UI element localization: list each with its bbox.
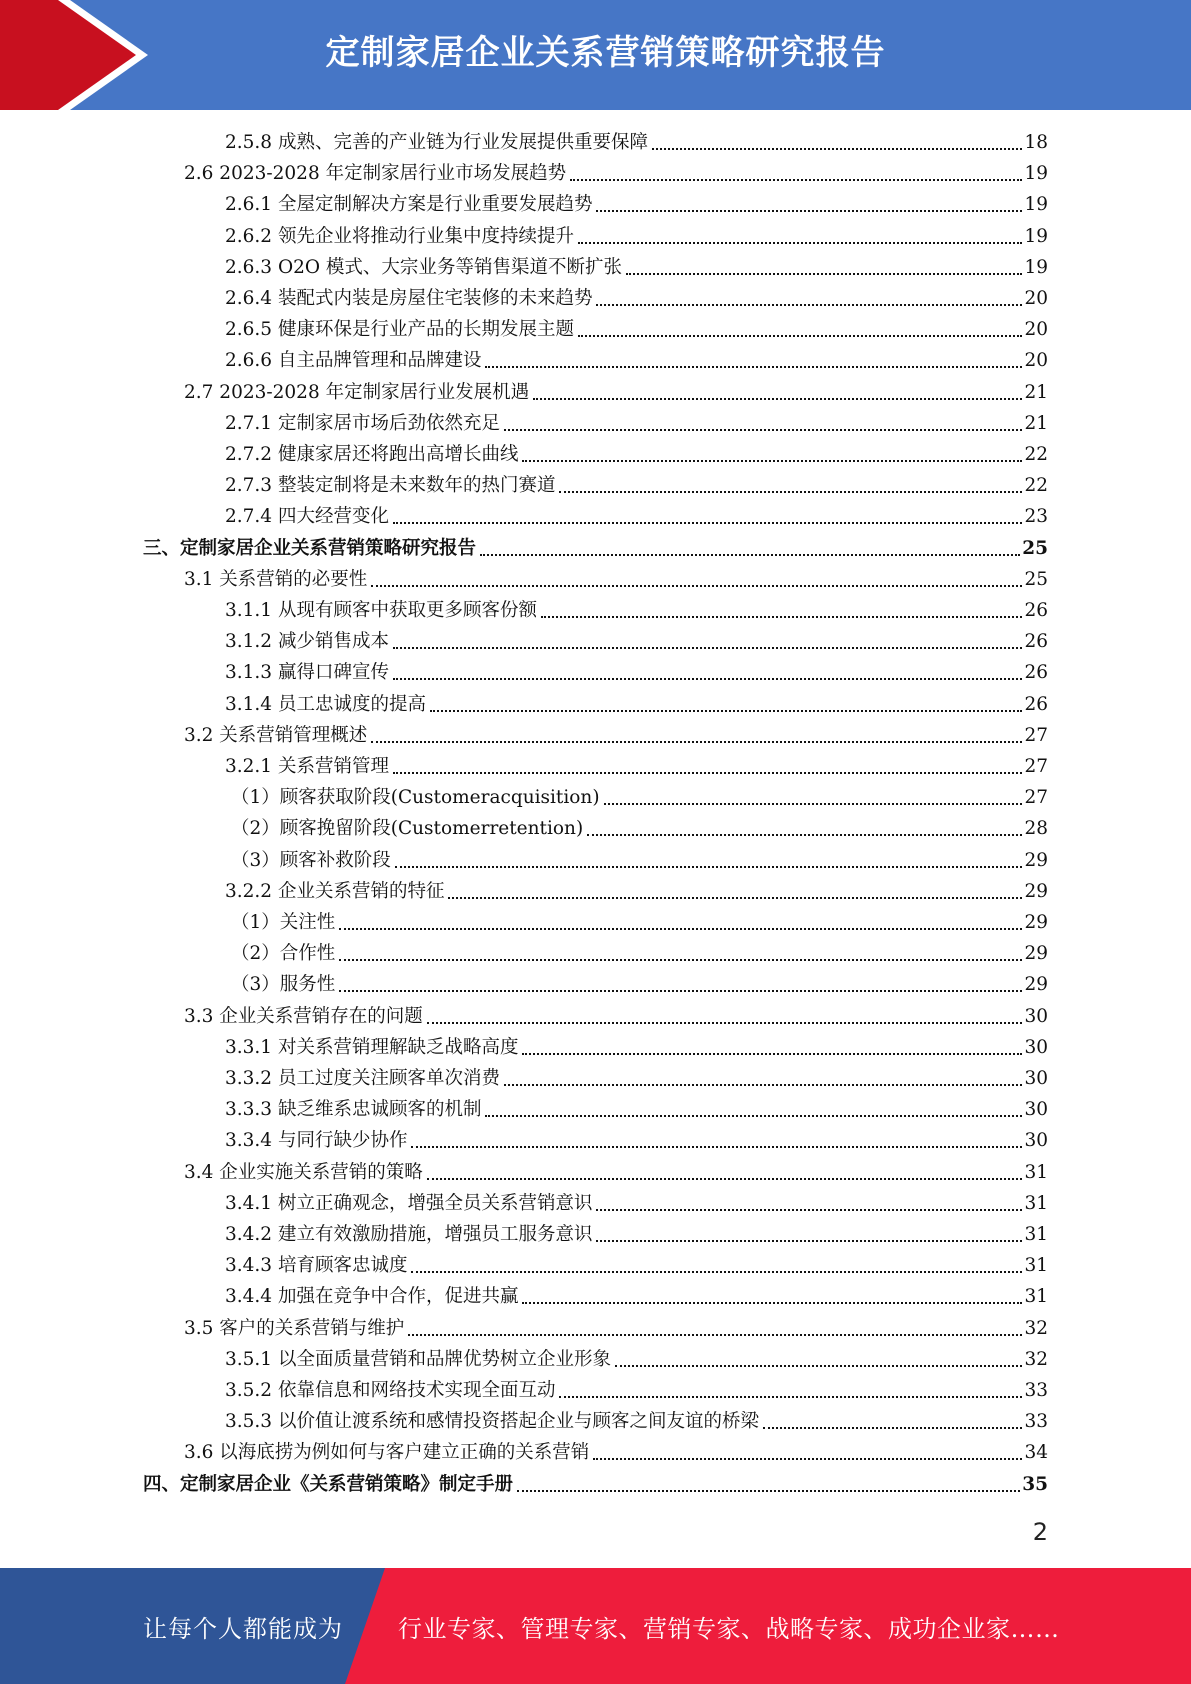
toc-entry-title: 2.7.2 健康家居还将跑出高增长曲线	[225, 444, 519, 465]
toc-dot-leader	[448, 896, 1022, 899]
toc-entry-title: 3.3.1 对关系营销理解缺乏战略高度	[225, 1036, 519, 1058]
toc-entry-title: 2.6.2 领先企业将推动行业集中度持续提升	[225, 225, 574, 247]
toc-entry-title: 三、定制家居企业关系营销策略研究报告	[143, 537, 477, 559]
toc-dot-leader	[522, 1052, 1022, 1055]
toc-entry-title: （1）顾客获取阶段(Customeracquisition)	[231, 787, 600, 809]
toc-entry-page: 33	[1024, 1411, 1048, 1433]
toc-entry-title: （3）顾客补救阶段	[231, 849, 391, 871]
toc-entry-title: 2.7 2023-2028 年定制家居行业发展机遇	[184, 381, 530, 403]
toc-entry-title: 3.5.3 以价值让渡系统和感情投资搭起企业与顾客之间友谊的桥梁	[225, 1411, 759, 1433]
toc-dot-leader	[522, 1301, 1022, 1304]
toc-entry[interactable]	[225, 470, 1048, 501]
toc-entry-page: 29	[1024, 974, 1048, 996]
toc-entry[interactable]	[225, 408, 1048, 439]
toc-entry-title: 3.4.1 树立正确观念，增强全员关系营销意识	[225, 1192, 593, 1214]
toc-dot-leader	[371, 740, 1022, 743]
toc-dot-leader	[626, 272, 1023, 275]
toc-entry[interactable]	[143, 1469, 1048, 1500]
toc-entry-title: 3.3.3 缺乏维系忠诚顾客的机制	[225, 1099, 482, 1121]
toc-dot-leader	[339, 989, 1022, 992]
toc-entry[interactable]	[184, 158, 1048, 189]
toc-entry-title: 2.7.3 整装定制将是未来数年的热门赛道	[225, 475, 556, 497]
toc-entry[interactable]	[231, 845, 1048, 876]
toc-entry[interactable]	[225, 501, 1048, 532]
toc-entry-title: 3.3.4 与同行缺少协作	[225, 1130, 408, 1152]
toc-entry[interactable]	[225, 1375, 1048, 1406]
toc-dot-leader	[427, 1021, 1023, 1024]
toc-dot-leader	[411, 1270, 1022, 1273]
toc-dot-leader	[570, 178, 1022, 181]
toc-entry[interactable]	[184, 1001, 1048, 1032]
toc-entry-page: 26	[1024, 631, 1048, 653]
toc-entry-title: 2.6.5 健康环保是行业产品的长期发展主题	[225, 319, 574, 341]
toc-entry-title: 2.5.8 成熟、完善的产业链为行业发展提供重要保障	[225, 132, 648, 153]
toc-dot-leader	[559, 490, 1022, 493]
toc-entry-page: 31	[1024, 1192, 1048, 1214]
toc-entry[interactable]	[225, 439, 1048, 470]
toc-entry-page: 26	[1024, 600, 1048, 621]
toc-dot-leader	[393, 771, 1022, 774]
toc-entry[interactable]	[231, 938, 1048, 969]
toc-dot-leader	[480, 553, 1020, 556]
toc-entry-title: 3.3.2 员工过度关注顾客单次消费	[225, 1068, 500, 1089]
page-header	[0, 0, 1191, 110]
toc-entry-title: 3.2.2 企业关系营销的特征	[225, 880, 445, 902]
toc-entry-page: 29	[1024, 912, 1048, 933]
toc-entry-title: 2.6.6 自主品牌管理和品牌建设	[225, 350, 482, 372]
toc-entry-page: 27	[1024, 756, 1048, 777]
toc-dot-leader	[408, 1333, 1022, 1336]
toc-entry[interactable]	[184, 377, 1048, 408]
footer-slogan-right: 行业专家、管理专家、营销专家、战略专家、成功企业家……	[398, 1615, 1060, 1643]
toc-entry[interactable]	[225, 1281, 1048, 1312]
page-number: 2	[1032, 1518, 1048, 1546]
toc-entry[interactable]	[225, 1406, 1048, 1437]
toc-entry[interactable]	[231, 969, 1048, 1000]
toc-dot-leader	[652, 147, 1022, 150]
toc-dot-leader	[587, 833, 1022, 836]
toc-entry-title: 2.7.1 定制家居市场后劲依然充足	[225, 412, 500, 434]
toc-entry-title: （1）关注性	[231, 912, 336, 933]
toc-entry[interactable]	[225, 1125, 1048, 1156]
toc-entry[interactable]	[225, 252, 1048, 283]
toc-entry[interactable]	[225, 1032, 1048, 1063]
toc-dot-leader	[393, 646, 1022, 649]
toc-dot-leader	[578, 334, 1022, 337]
toc-entry-title: 2.7.4 四大经营变化	[225, 506, 389, 528]
toc-dot-leader	[533, 397, 1022, 400]
toc-entry-title: 3.5.2 依靠信息和网络技术实现全面互动	[225, 1380, 556, 1401]
toc-entry-title: 3.1.4 员工忠诚度的提高	[225, 693, 426, 715]
toc-dot-leader	[593, 1457, 1022, 1460]
toc-dot-leader	[339, 958, 1022, 961]
toc-entry-page: 31	[1024, 1161, 1048, 1183]
toc-dot-leader	[596, 1239, 1022, 1242]
toc-entry-page: 34	[1024, 1442, 1048, 1464]
toc-entry-page: 19	[1024, 256, 1048, 278]
toc-entry[interactable]	[225, 1219, 1048, 1250]
toc-entry-title: 3.1.3 赢得口碑宣传	[225, 662, 389, 684]
toc-dot-leader	[339, 927, 1022, 930]
toc-entry[interactable]	[225, 221, 1048, 252]
toc-entry-page: 30	[1024, 1036, 1048, 1058]
toc-entry-title: 3.2 关系营销管理概述	[184, 724, 368, 746]
toc-entry-page: 29	[1024, 849, 1048, 871]
toc-dot-leader	[411, 1145, 1022, 1148]
toc-dot-leader	[504, 1083, 1022, 1086]
toc-entry-title: （3）服务性	[231, 974, 336, 996]
toc-entry-page: 18	[1024, 132, 1048, 153]
toc-entry[interactable]	[225, 595, 1048, 626]
toc-entry-page: 20	[1024, 350, 1048, 372]
toc-entry-page: 30	[1024, 1099, 1048, 1121]
toc-dot-leader	[596, 1208, 1022, 1211]
toc-entry[interactable]	[231, 813, 1048, 844]
toc-entry-page: 30	[1024, 1005, 1048, 1027]
toc-entry[interactable]	[225, 1344, 1048, 1375]
toc-dot-leader	[559, 1395, 1022, 1398]
toc-entry-page: 31	[1024, 1286, 1048, 1308]
toc-dot-leader	[430, 709, 1022, 712]
toc-entry-title: 2.6.4 装配式内装是房屋住宅装修的未来趋势	[225, 288, 593, 309]
toc-entry-page: 30	[1024, 1068, 1048, 1089]
toc-entry-page: 26	[1024, 693, 1048, 715]
toc-dot-leader	[522, 459, 1022, 462]
toc-entry[interactable]	[225, 314, 1048, 345]
toc-dot-leader	[596, 303, 1022, 306]
toc-entry[interactable]	[184, 564, 1048, 595]
toc-entry[interactable]	[184, 1313, 1048, 1344]
toc-entry-page: 33	[1024, 1380, 1048, 1401]
toc-entry[interactable]	[225, 127, 1048, 158]
toc-entry-page: 28	[1024, 818, 1048, 840]
toc-entry-page: 31	[1024, 1224, 1048, 1245]
toc-entry-page: 25	[1024, 568, 1048, 590]
toc-entry[interactable]	[225, 626, 1048, 657]
toc-entry-page: 30	[1024, 1130, 1048, 1152]
toc-dot-leader	[541, 615, 1022, 618]
toc-entry-title: 3.2.1 关系营销管理	[225, 756, 389, 777]
toc-entry[interactable]	[225, 751, 1048, 782]
toc-entry[interactable]	[225, 1063, 1048, 1094]
toc-entry-title: 3.4.4 加强在竞争中合作，促进共赢	[225, 1286, 519, 1308]
toc-dot-leader	[578, 241, 1022, 244]
toc-entry-title: 3.1 关系营销的必要性	[184, 568, 368, 590]
toc-entry-page: 35	[1022, 1473, 1048, 1495]
toc-entry-page: 29	[1024, 880, 1048, 902]
toc-entry[interactable]	[231, 907, 1048, 938]
toc-entry[interactable]	[225, 345, 1048, 376]
toc-entry-title: 3.4.3 培育顾客忠诚度	[225, 1255, 408, 1277]
toc-entry[interactable]	[225, 283, 1048, 314]
toc-entry[interactable]	[143, 533, 1048, 564]
toc-entry-page: 21	[1024, 381, 1048, 403]
toc-dot-leader	[615, 1364, 1022, 1367]
toc-entry[interactable]	[225, 1094, 1048, 1125]
toc-dot-leader	[596, 209, 1022, 212]
toc-entry[interactable]	[184, 720, 1048, 751]
toc-entry-page: 20	[1024, 288, 1048, 309]
toc-entry[interactable]	[225, 876, 1048, 907]
toc-entry-page: 27	[1024, 724, 1048, 746]
toc-entry-title: 四、定制家居企业《关系营销策略》制定手册	[143, 1473, 514, 1495]
page-footer	[0, 1568, 1191, 1684]
toc-entry-page: 19	[1024, 225, 1048, 247]
toc-entry-page: 19	[1024, 163, 1048, 185]
toc-dot-leader	[763, 1426, 1022, 1429]
toc-entry-page: 20	[1024, 319, 1048, 341]
toc-entry[interactable]	[225, 1188, 1048, 1219]
toc-entry[interactable]	[231, 782, 1048, 813]
toc-entry[interactable]	[225, 689, 1048, 720]
toc-entry-title: 3.4.2 建立有效激励措施，增强员工服务意识	[225, 1224, 593, 1245]
toc-entry[interactable]	[184, 1157, 1048, 1188]
footer-slogan-left: 让每个人都能成为	[143, 1615, 343, 1643]
toc-entry-title: 3.1.2 减少销售成本	[225, 631, 389, 653]
toc-entry-page: 25	[1022, 537, 1048, 559]
toc-entry-title: 3.5.1 以全面质量营销和品牌优势树立企业形象	[225, 1348, 611, 1370]
toc-entry[interactable]	[225, 657, 1048, 688]
toc-dot-leader	[485, 1114, 1022, 1117]
toc-entry-title: 2.6 2023-2028 年定制家居行业市场发展趋势	[184, 163, 567, 185]
toc-entry-title: （2）顾客挽留阶段(Customerretention)	[231, 818, 584, 840]
toc-entry-page: 26	[1024, 662, 1048, 684]
toc-dot-leader	[393, 677, 1022, 680]
toc-entry-page: 21	[1024, 412, 1048, 434]
toc-entry-title: 3.4 企业实施关系营销的策略	[184, 1161, 423, 1183]
toc-entry-page: 32	[1024, 1317, 1048, 1339]
toc-dot-leader	[517, 1489, 1020, 1492]
toc-entry-title: （2）合作性	[231, 943, 336, 965]
toc-dot-leader	[604, 802, 1023, 805]
toc-entry-page: 32	[1024, 1348, 1048, 1370]
toc-entry-page: 29	[1024, 943, 1048, 965]
toc-entry[interactable]	[184, 1437, 1048, 1468]
header-title: 定制家居企业关系营销策略研究报告	[325, 33, 886, 73]
toc-entry-title: 3.5 客户的关系营销与维护	[184, 1317, 405, 1339]
toc-dot-leader	[371, 584, 1022, 587]
toc-entry-page: 31	[1024, 1255, 1048, 1277]
toc-entry[interactable]	[225, 1250, 1048, 1281]
toc-entry-title: 3.6 以海底捞为例如何与客户建立正确的关系营销	[184, 1442, 590, 1464]
toc-entry[interactable]	[225, 189, 1048, 220]
toc-dot-leader	[393, 521, 1022, 524]
toc-dot-leader	[504, 428, 1022, 431]
toc-dot-leader	[427, 1177, 1023, 1180]
toc-entry-title: 3.1.1 从现有顾客中获取更多顾客份额	[225, 600, 537, 621]
toc-dot-leader	[485, 365, 1022, 368]
toc-entry-title: 2.6.1 全屋定制解决方案是行业重要发展趋势	[225, 194, 593, 216]
toc-entry-title: 2.6.3 O2O 模式、大宗业务等销售渠道不断扩张	[225, 256, 622, 278]
toc-entry-page: 23	[1024, 506, 1048, 528]
toc-entry-page: 22	[1024, 444, 1048, 465]
toc-entry-page: 22	[1024, 475, 1048, 497]
toc-entry-page: 27	[1024, 787, 1048, 809]
toc-entry-title: 3.3 企业关系营销存在的问题	[184, 1005, 423, 1027]
toc-dot-leader	[395, 865, 1023, 868]
toc-entry-page: 19	[1024, 194, 1048, 216]
